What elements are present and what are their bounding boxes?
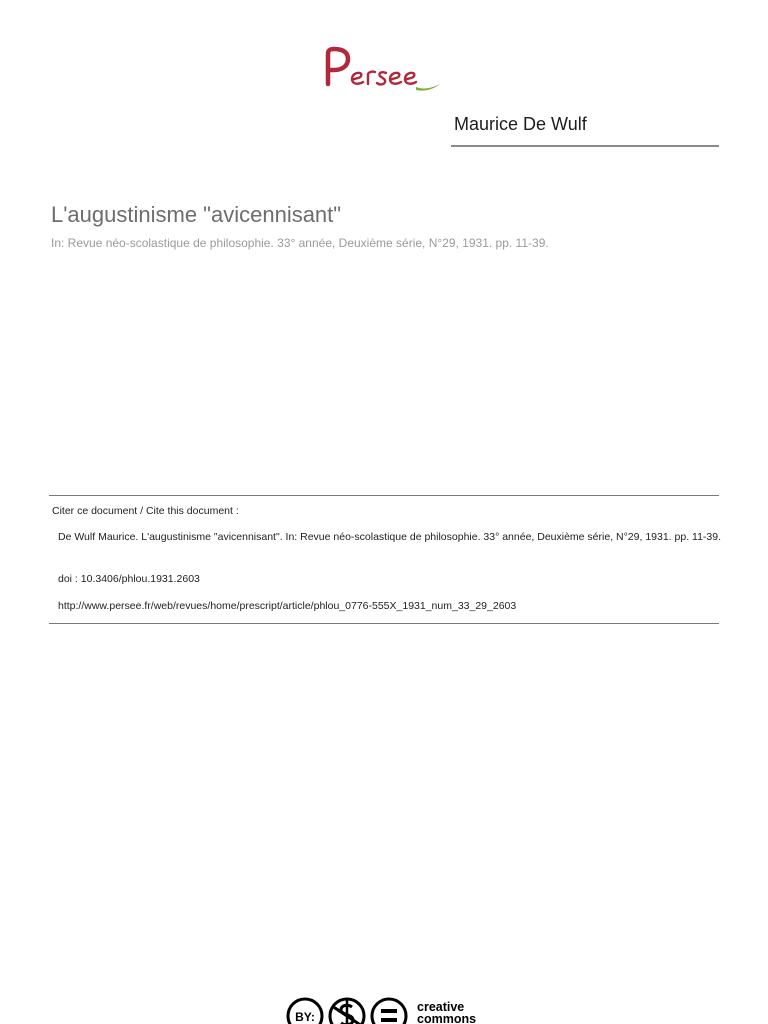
citation-heading: Citer ce document / Cite this document : [52,505,239,517]
author-block [451,114,719,147]
creative-commons-badge[interactable] [286,994,484,1024]
cc-brand-line1: creative [417,1000,465,1014]
author-name: Maurice De Wulf [454,114,587,134]
article-title: L'augustinisme "avicennisant" [51,202,342,227]
cc-by-label: BY: [295,1010,315,1024]
citation-url[interactable]: http://www.persee.fr/web/revues/home/prescript/article/phlou_0776-555X_1931_num_33_29_2603 [58,600,517,612]
cc-by-icon [288,999,322,1024]
citation-doi[interactable]: doi : 10.3406/phlou.1931.2603 [58,573,200,585]
cc-brand-line2: commons [417,1012,477,1024]
cc-noderivatives-icon [372,999,406,1024]
citation-text: De Wulf Maurice. L'augustinisme "avicennisant". In: Revue néo-scolastique de philosophie. 33° année, Deuxième série, N°29, 1931. pp. 11-39. [58,531,722,543]
citation-box [49,495,722,624]
persee-logo [322,44,444,100]
article-source: In: Revue néo-scolastique de philosophie. 33° année, Deuxième série, N°29, 1931. pp. 11-39. [51,236,549,250]
cc-noncommercial-icon [330,999,364,1024]
